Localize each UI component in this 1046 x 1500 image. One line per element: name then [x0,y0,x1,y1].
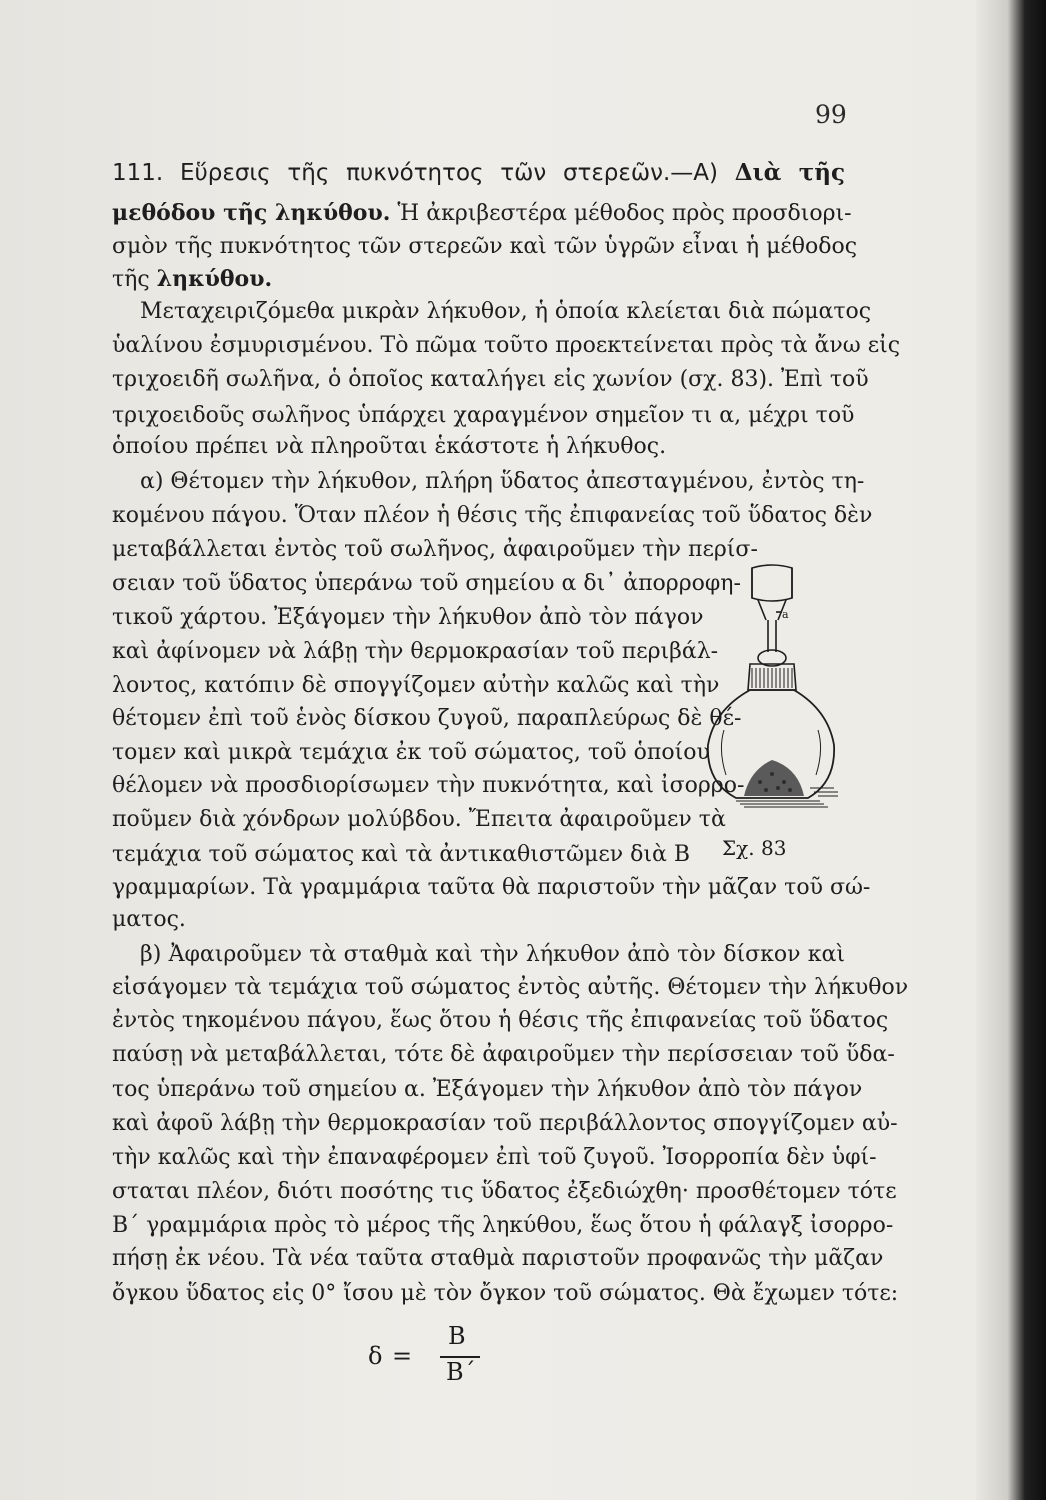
text-line: τικοῦ χάρτου. Ἐξάγομεν τὴν λήκυθον ἀπὸ τὸν πάγον [112,605,704,630]
text-line: α) Θέτομεν τὴν λήκυθον, πλήρη ὕδατος ἀπεσταγμένου, ἐντὸς τη- [140,469,865,494]
density-formula [368,1322,508,1392]
text-line: λοντος, κατόπιν δὲ σπογγίζομεν αὐτὴν καλῶς καὶ τὴν [112,673,720,698]
section-method: Διὰ τῆς [734,159,846,186]
text-line: Μεταχειριζόμεθα μικρὰν λήκυθον, ἡ ὁποία κλείεται διὰ πώματος [140,299,872,324]
text-line: ποῦμεν διὰ χόνδρων μολύβδου. Ἔπειτα ἀφαιροῦμεν τὰ [112,807,726,832]
funnel-top [752,565,792,601]
figure-caption: Σχ. 83 [722,836,787,860]
text-line: β) Ἀφαιροῦμεν τὰ σταθμὰ καὶ τὴν λήκυθον ἀπὸ τὸν δίσκον καὶ [140,942,845,967]
text-line: καὶ ἀφοῦ λάβῃ τὴν θερμοκρασίαν τοῦ περιβάλλοντος σπογγίζομεν αὐ- [112,1111,898,1136]
section-heading-line-1 [112,157,845,189]
text-line: Β΄ γραμμάρια πρὸς τὸ μέρος τῆς ληκύθου, ἕως ὅτου ἡ φάλαγξ ἰσορρο- [112,1213,894,1238]
section-method-end: ληκύθου. [156,266,273,292]
text-line: θέτομεν ἐπὶ τοῦ ἑνὸς δίσκου ζυγοῦ, παραπλεύρως δὲ θέ- [112,706,742,731]
solid-pieces [744,760,804,796]
section-title: Εὕρεσις τῆς πυκνότητος τῶν στερεῶν.—Α) [179,160,718,186]
section-text-line [112,263,845,296]
formula-numerator: Β [448,1322,466,1350]
pycnometer-figure [700,560,840,815]
text-line: κομένου πάγου. Ὅταν πλέον ἡ θέσις τῆς ἐπιφανείας τοῦ ὕδατος δὲν [112,503,873,528]
text-line: τριχοειδοῦς σωλῆνος ὑπάρχει χαραγμένον σημεῖον τι α, μέχρι τοῦ [112,403,855,428]
section-number: 111. [112,160,164,186]
section-text: τῆς [112,267,150,292]
text-line: σειαν τοῦ ὕδατος ὑπεράνω τοῦ σημείου α δι᾽ ἀπορροφη- [112,571,741,596]
text-line: γραμμαρίων. Τὰ γραμμάρια ταῦτα θὰ παριστοῦν τὴν μᾶζαν τοῦ σώ- [112,875,871,900]
scan-edge [976,0,1046,1500]
page-number: 99 [815,100,847,129]
text-line: καὶ ἀφίνομεν νὰ λάβῃ τὴν θερμοκρασίαν τοῦ περιβάλ- [112,639,719,664]
text-line: παύσῃ νὰ μεταβάλλεται, τότε δὲ ἀφαιροῦμεν τὴν περίσσειαν τοῦ ὕδα- [112,1042,895,1067]
formula-lhs: δ [368,1342,383,1370]
mark-label: a [782,608,789,621]
text-line: θέλομεν νὰ προσδιορίσωμεν τὴν πυκνότητα, καὶ ἰσορρο- [112,773,745,798]
section-heading-line-2 [112,197,852,230]
text-line: ὑαλίνου ἐσμυρισμένου. Τὸ πῶμα τοῦτο προεκτείνεται πρὸς τὰ ἄνω εἰς [112,333,901,358]
section-text-line: σμὸν τῆς πυκνότητος τῶν στερεῶν καὶ τῶν ὑγρῶν εἶναι ἡ μέθοδος [112,234,858,259]
text-line: ὄγκου ὕδατος εἰς 0° ἴσου μὲ τὸν ὄγκον τοῦ σώματος. Θὰ ἔχωμεν τότε: [112,1281,899,1306]
section-method-cont: μεθόδου τῆς ληκύθου. [112,200,391,226]
text-line: μεταβάλλεται ἐντὸς τοῦ σωλῆνος, ἀφαιροῦμεν τὴν περίσ- [112,537,758,562]
text-line: τομεν καὶ μικρὰ τεμάχια ἐκ τοῦ σώματος, τοῦ ὁποίου [112,740,710,765]
text-line: ἐντὸς τηκομένου πάγου, ἕως ὅτου ἡ θέσις τῆς ἐπιφανείας τοῦ ὕδατος [112,1008,889,1033]
text-line: τριχοειδῆ σωλῆνα, ὁ ὁποῖος καταλήγει εἰς χωνίον (σχ. 83). Ἐπὶ τοῦ [112,367,869,392]
text-line: ματος. [112,907,186,932]
text-line: τὴν καλῶς καὶ τὴν ἐπαναφέρομεν ἐπὶ τοῦ ζυγοῦ. Ἰσορροπία δὲν ὑφί- [112,1145,877,1170]
section-text: Ἡ ἀκριβεστέρα μέθοδος πρὸς προσδιορι- [397,201,852,226]
text-line: πήσῃ ἐκ νέου. Τὰ νέα ταῦτα σταθμὰ παριστοῦν προφανῶς τὴν μᾶζαν [112,1246,884,1271]
formula-equals: = [392,1342,413,1370]
text-line: ὁποίου πρέπει νὰ πληροῦται ἑκάστοτε ἡ λήκυθος. [112,434,667,459]
text-line: σταται πλέον, διότι ποσότης τις ὕδατος ἐξεδιώχθη· προσθέτομεν τότε [112,1179,897,1204]
formula-denominator: Β΄ [446,1358,476,1386]
text-line: τος ὑπεράνω τοῦ σημείου α. Ἐξάγομεν τὴν λήκυθον ἀπὸ τὸν πάγον [112,1077,863,1102]
text-line: τεμάχια τοῦ σώματος καὶ τὰ ἀντικαθιστῶμεν διὰ Β [112,842,690,867]
text-line: εἰσάγομεν τὰ τεμάχια τοῦ σώματος ἐντὸς αὐτῆς. Θέτομεν τὴν λήκυθον [112,975,909,1000]
